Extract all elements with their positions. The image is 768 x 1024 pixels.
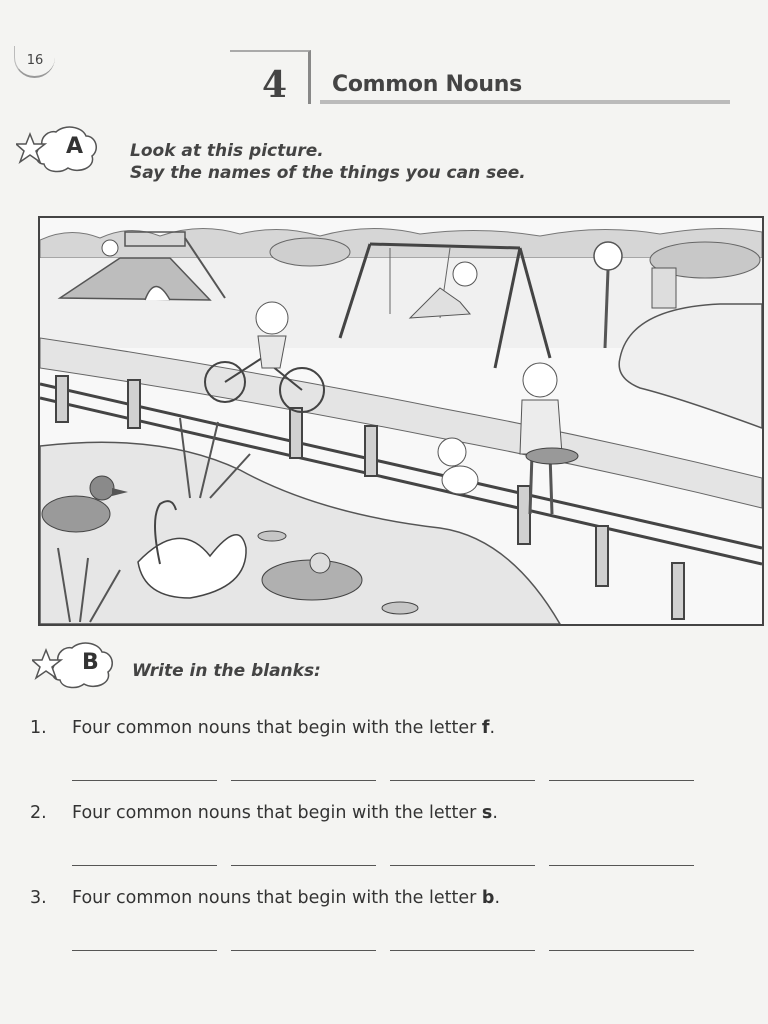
section-a-line2: Say the names of the things you can see. bbox=[130, 163, 526, 183]
question-3 bbox=[30, 888, 500, 908]
question-text: Four common nouns that begin with the letter bbox=[72, 803, 482, 823]
answer-blank[interactable] bbox=[72, 780, 217, 781]
question-number: 3. bbox=[30, 888, 47, 908]
question-number: 1. bbox=[30, 718, 47, 738]
answer-blank[interactable] bbox=[231, 865, 376, 866]
page-number bbox=[14, 46, 55, 78]
answer-blank[interactable] bbox=[72, 950, 217, 951]
answer-blank[interactable] bbox=[549, 950, 694, 951]
answer-row-2 bbox=[72, 865, 702, 867]
question-letter: s bbox=[481, 803, 493, 823]
question-text: Four common nouns that begin with the letter bbox=[72, 888, 482, 908]
star-cloud-icon bbox=[32, 640, 114, 690]
question-2 bbox=[30, 803, 498, 823]
title-rule bbox=[320, 100, 730, 104]
question-end: . bbox=[489, 718, 496, 738]
answer-row-1 bbox=[72, 780, 702, 782]
park-scene-image bbox=[40, 218, 762, 624]
answer-blank[interactable] bbox=[390, 865, 535, 866]
answer-blank[interactable] bbox=[231, 950, 376, 951]
section-a-line1: Look at this picture. bbox=[130, 141, 324, 161]
star-cloud-icon bbox=[16, 124, 98, 174]
answer-blank[interactable] bbox=[390, 950, 535, 951]
question-end: . bbox=[492, 803, 498, 823]
question-letter: b bbox=[481, 888, 495, 908]
page-number-text: 16 bbox=[26, 53, 44, 68]
answer-blank[interactable] bbox=[549, 865, 694, 866]
question-1 bbox=[30, 718, 495, 738]
chapter-title: Common Nouns bbox=[332, 72, 522, 97]
question-number: 2. bbox=[30, 803, 47, 823]
answer-blank[interactable] bbox=[549, 780, 694, 781]
answer-row-3 bbox=[72, 950, 702, 952]
section-b-instruction: Write in the blanks: bbox=[132, 661, 321, 681]
section-a-badge bbox=[16, 124, 98, 174]
chapter-number: 4 bbox=[262, 64, 288, 106]
section-b-badge bbox=[32, 640, 114, 690]
section-a-letter: A bbox=[66, 134, 84, 159]
park-illustration bbox=[38, 216, 764, 626]
answer-blank[interactable] bbox=[390, 780, 535, 781]
section-b-letter: B bbox=[82, 650, 99, 675]
answer-blank[interactable] bbox=[231, 780, 376, 781]
question-end: . bbox=[494, 888, 501, 908]
question-letter: f bbox=[481, 718, 490, 738]
answer-blank[interactable] bbox=[72, 865, 217, 866]
question-text: Four common nouns that begin with the letter bbox=[72, 718, 482, 738]
